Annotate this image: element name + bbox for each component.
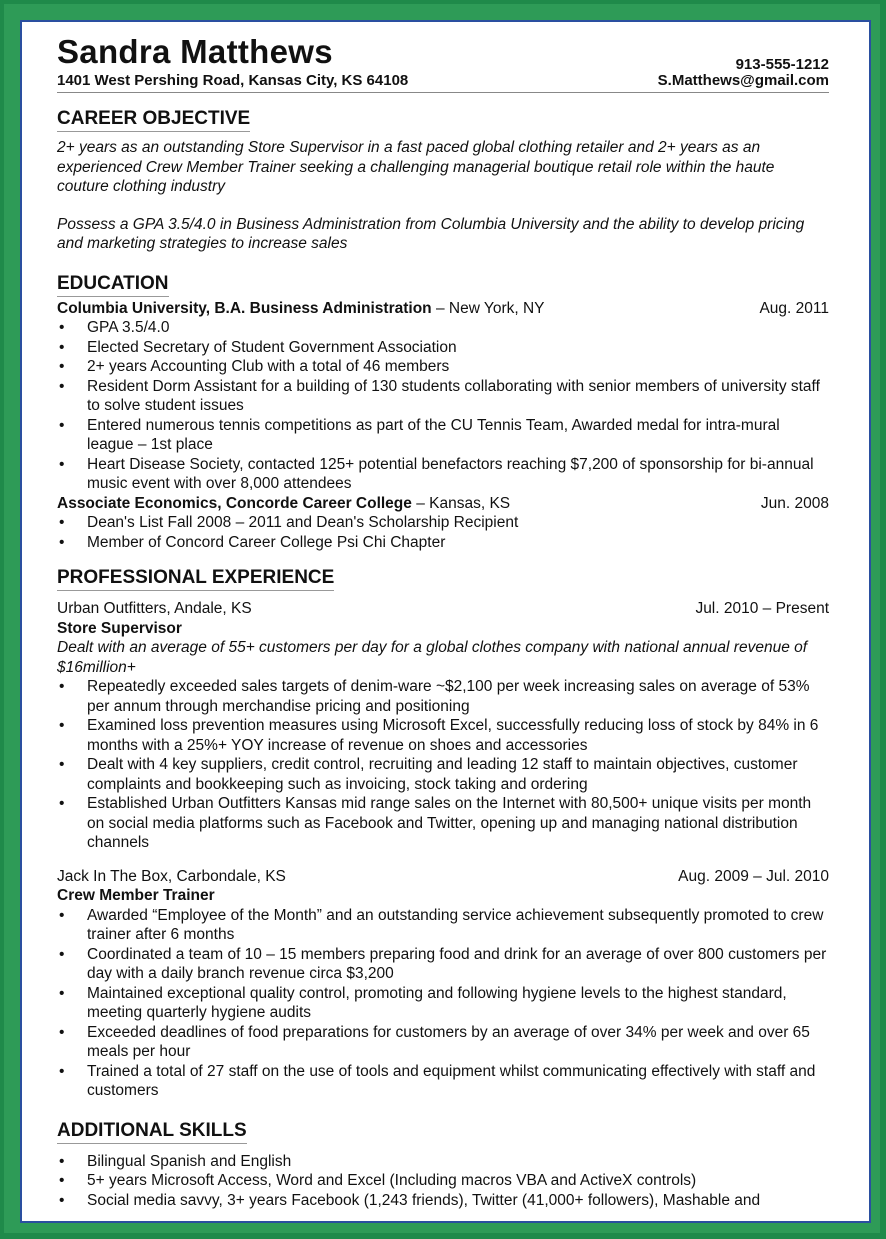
candidate-name: Sandra Matthews	[57, 33, 333, 70]
page-frame	[4, 4, 880, 1233]
list-item: • Elected Secretary of Student Government Association	[57, 338, 829, 358]
skills-bullets	[57, 1152, 829, 1211]
list-item: • Heart Disease Society, contacted 125+ potential benefactors reaching $7,200 of sponsorship for bi-annual music event with over 8,000 attendees	[57, 455, 829, 494]
school-location: – New York, NY	[431, 299, 545, 317]
contact-row	[57, 72, 829, 93]
school-location: – Kansas, KS	[411, 494, 511, 512]
list-item: • Repeatedly exceeded sales targets of denim-ware ~$2,100 per week increasing sales on average of 53% per annum through merchandise pricing and positioning	[57, 677, 829, 716]
education-date: Jun. 2008	[760, 494, 829, 512]
resume-content	[57, 32, 829, 1210]
resume-page	[20, 20, 871, 1223]
job-bullets	[57, 677, 829, 853]
phone-number: 913-555-1212	[735, 56, 829, 73]
education-entry-header	[57, 299, 829, 319]
list-item: • Dealt with 4 key suppliers, credit control, recruiting and leading 12 staff to maintain objectives, customer complaints and bookkeeping such as invoicing, stock taking and ordering	[57, 755, 829, 794]
list-item: • Dean's List Fall 2008 – 2011 and Dean's Scholarship Recipient	[57, 513, 829, 533]
email: S.Matthews@gmail.com	[657, 72, 829, 89]
education-entry-header	[57, 494, 829, 514]
section-title-experience: PROFESSIONAL EXPERIENCE	[57, 566, 334, 591]
list-item: • Member of Concord Career College Psi Chi Chapter	[57, 533, 829, 553]
school-name: Associate Economics, Concorde Career College	[57, 494, 412, 512]
job-role: Store Supervisor	[57, 619, 182, 637]
job-header	[57, 599, 829, 619]
list-item: • Awarded “Employee of the Month” and an outstanding service achievement subsequently promoted to crew trainer after 6 months	[57, 906, 829, 945]
section-title-education: EDUCATION	[57, 272, 169, 297]
list-item: • Trained a total of 27 staff on the use of tools and equipment whilst communicating effectively with staff and customers	[57, 1062, 829, 1101]
education-section	[57, 254, 829, 553]
company-name: Jack In The Box, Carbondale, KS	[57, 867, 286, 885]
list-item: • Examined loss prevention measures using Microsoft Excel, successfully reducing loss of stock by 84% in 6 months with a 25%+ YOY increase of revenue on shoes and accessories	[57, 716, 829, 755]
list-item: • 2+ years Accounting Club with a total of 46 members	[57, 357, 829, 377]
school-name: Columbia University, B.A. Business Administration	[57, 299, 432, 317]
job-bullets	[57, 906, 829, 1101]
objective-paragraph: Possess a GPA 3.5/4.0 in Business Administration from Columbia University and the ability to develop pricing and marketing strategies to increase sales	[57, 215, 805, 252]
education-bullets	[57, 318, 829, 494]
skills-section	[57, 1101, 829, 1211]
objective-section	[57, 93, 829, 254]
list-item: • Entered numerous tennis competitions as part of the CU Tennis Team, Awarded medal for intra-mural league – 1st place	[57, 416, 829, 455]
list-item: • Social media savvy, 3+ years Facebook (1,243 friends), Twitter (41,000+ followers), Mashable and	[57, 1191, 829, 1211]
education-date: Aug. 2011	[759, 299, 829, 317]
section-title-objective: CAREER OBJECTIVE	[57, 107, 250, 132]
objective-paragraph: 2+ years as an outstanding Store Supervisor in a fast paced global clothing retailer and 2+ years as an experienced Crew Member Trainer seeking a challenging managerial boutique retail role within the haute couture clothing industry	[57, 139, 775, 195]
list-item: • Resident Dorm Assistant for a building of 130 students collaborating with senior members of university staff to solve student issues	[57, 377, 829, 416]
job-description: Dealt with an average of 55+ customers per day for a global clothes company with national annual revenue of $16million+	[57, 639, 808, 676]
company-name: Urban Outfitters, Andale, KS	[57, 600, 252, 617]
list-item: • Maintained exceptional quality control, promoting and following hygiene levels to the highest standard, meeting quarterly hygiene audits	[57, 984, 829, 1023]
list-item: • Coordinated a team of 10 – 15 members preparing food and drink for an average of over 800 customers per day with a daily branch revenue circa $3,200	[57, 945, 829, 984]
education-entry-title	[57, 299, 545, 319]
address: 1401 West Pershing Road, Kansas City, KS 64108	[57, 72, 409, 89]
job-role: Crew Member Trainer	[57, 887, 215, 904]
list-item: • GPA 3.5/4.0	[57, 318, 829, 338]
job-date: Jul. 2010 – Present	[695, 600, 829, 617]
list-item: • 5+ years Microsoft Access, Word and Excel (Including macros VBA and ActiveX controls)	[57, 1171, 829, 1191]
education-bullets	[57, 513, 829, 552]
list-item: • Established Urban Outfitters Kansas mid range sales on the Internet with 80,500+ unique visits per month on social media platforms such as Facebook and Twitter, opening up and managing national distribution channels	[57, 794, 829, 853]
job-date: Aug. 2009 – Jul. 2010	[678, 867, 829, 885]
list-item: • Exceeded deadlines of food preparations for customers by an average of over 34% per week and over 65 meals per hour	[57, 1023, 829, 1062]
job-header	[57, 867, 829, 887]
resume-header	[57, 32, 829, 93]
section-title-skills: ADDITIONAL SKILLS	[57, 1119, 247, 1144]
experience-section	[57, 552, 829, 1101]
list-item: • Bilingual Spanish and English	[57, 1152, 829, 1172]
education-entry-title	[57, 494, 510, 514]
